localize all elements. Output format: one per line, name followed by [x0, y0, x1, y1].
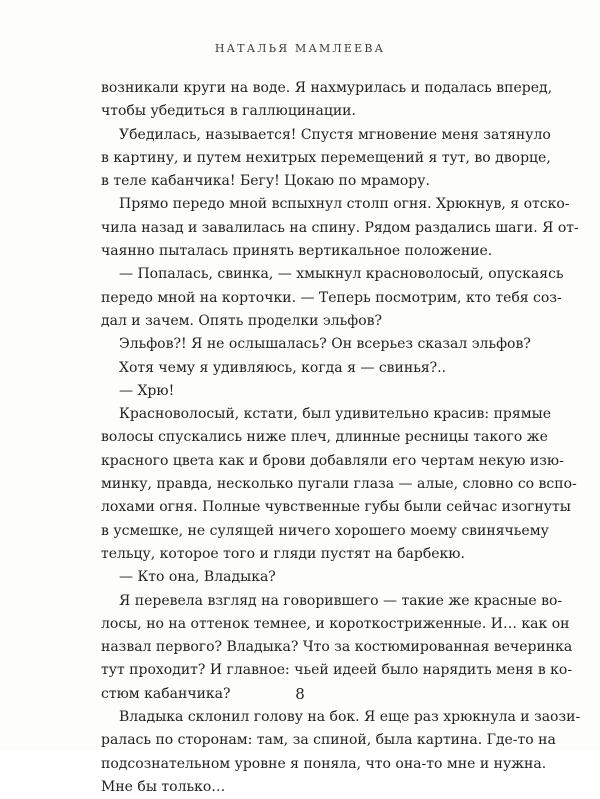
text-line: возникали круги на воде. Я нахмурилась и подалась вперед, — [101, 80, 553, 96]
text-line: — Попалась, свинка, — хмыкнул красноволосый, опускаясь — [119, 266, 564, 283]
text-line: Владыка склонил голову на бок. Я еще раз хрюкнула и заози- — [119, 709, 581, 726]
text-line: волосы спускались ниже плеч, длинные ресницы такого же — [101, 429, 548, 446]
text-line: — Хрю! — [119, 382, 175, 399]
text-line: ралась по сторонам: там, за спиной, была картина. Где-то на — [101, 732, 556, 749]
text-line: Эльфов?! Я не ослышалась? Он всерьез сказал эльфов? — [119, 336, 531, 353]
text-line: передо мной на корточки. — Теперь посмотрим, кто тебя соз- — [101, 289, 562, 306]
text-line: красного цвета как и брови добавляли его чертам некую изю- — [101, 452, 564, 469]
text-line: подсознательном уровне я поняла, что она-то мне и нужна. — [101, 755, 547, 772]
text-line: минку, правда, несколько пугали глаза — алые, словно со вспо- — [101, 476, 577, 493]
text-line: назвал первого? Владыка? Что за костюмированная вечеринка — [101, 639, 573, 656]
text-line: в усмешке, не сулящей ничего хорошего моему свинячьему — [101, 522, 549, 539]
text-line: тельцу, которое того и гляди пустят на барбекю. — [101, 545, 465, 562]
text-line: в картину, и путем нехитрых перемещений я тут, во дворце, — [101, 149, 551, 166]
text-line: чаянно пыталась принять вертикальное положение. — [101, 243, 493, 260]
text-line: чтобы убедиться в галлюцинации. — [101, 103, 356, 120]
page-number: 8 — [295, 685, 305, 703]
text-line: Мне бы только… — [101, 778, 226, 795]
text-line: чила назад и завалилась на спину. Рядом раздались шаги. Я от- — [101, 219, 579, 236]
text-line: тут проходит? И главное: чьей идеей было нарядить меня в ко- — [101, 662, 573, 679]
text-line: лохами огня. Полные чувственные губы были сейчас изогнуты — [101, 499, 571, 516]
text-line: Красноволосый, кстати, был удивительно красив: прямые — [119, 406, 552, 423]
text-line: Прямо передо мной вспыхнул столп огня. Хрюкнув, я отско- — [119, 196, 570, 213]
text-line: лосы, но на оттенок темнее, и короткостриженные. И… как он — [101, 615, 570, 632]
running-head-author: НАТАЛЬЯ МАМЛЕЕВА — [214, 42, 386, 55]
text-line: стюм кабанчика? — [101, 685, 231, 702]
text-line: Убедилась, называется! Спустя мгновение меня затянуло — [119, 126, 551, 143]
text-line: дал и зачем. Опять проделки эльфов? — [101, 312, 383, 329]
text-line: в теле кабанчика! Бегу! Цокаю по мрамору. — [101, 173, 430, 190]
text-line: — Кто она, Владыка? — [119, 569, 276, 586]
text-line: Я перевела взгляд на говорившего — такие же красные во- — [119, 592, 563, 609]
text-line: Хотя чему я удивляюсь, когда я — свинья?.. — [119, 359, 447, 376]
